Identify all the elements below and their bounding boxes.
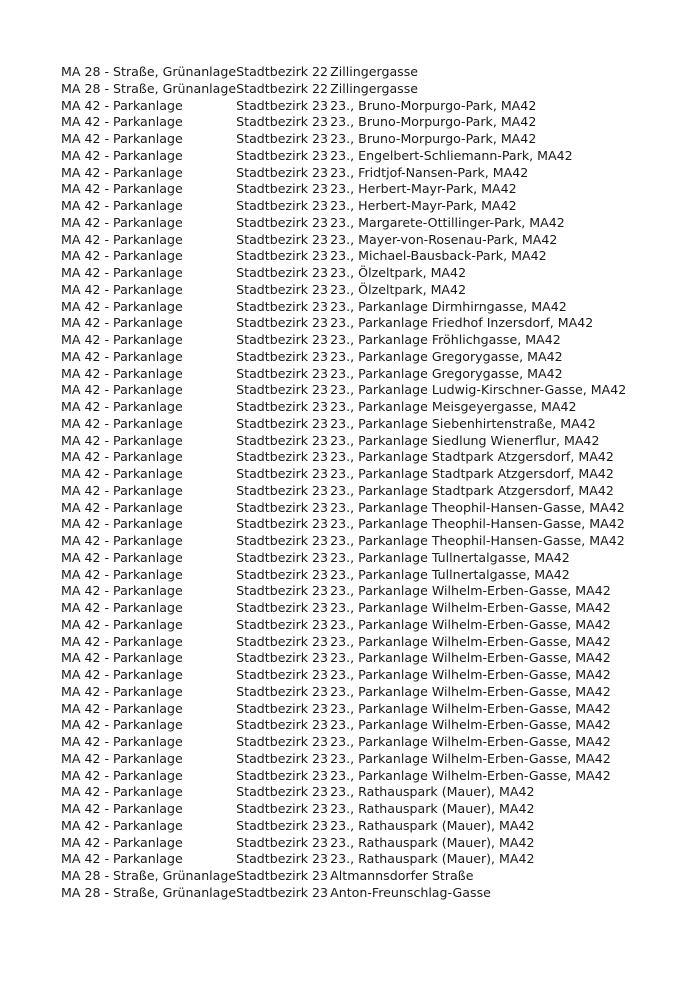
district-cell: Stadtbezirk 23	[236, 348, 329, 364]
district-cell: Stadtbezirk 23	[236, 767, 329, 783]
district-cell: Stadtbezirk 23	[236, 667, 329, 682]
location-cell: 23., Parkanlage Wilhelm-Erben-Gasse, MA42	[330, 667, 611, 682]
department-cell: MA 42 - Parkanlage	[61, 533, 183, 548]
table-row	[61, 64, 626, 81]
table-row	[61, 265, 626, 282]
table-row	[61, 885, 626, 902]
location-cell: 23., Parkanlage Wilhelm-Erben-Gasse, MA42	[330, 767, 611, 783]
location-cell: 23., Rathauspark (Mauer), MA42	[330, 851, 535, 867]
location-cell: 23., Parkanlage Stadtpark Atzgersdorf, MA42	[330, 482, 614, 498]
location-cell: 23., Parkanlage Wilhelm-Erben-Gasse, MA42	[330, 583, 611, 599]
district-cell: Stadtbezirk 23	[236, 482, 329, 498]
department-cell: MA 42 - Parkanlage	[61, 616, 183, 632]
table-row	[61, 818, 626, 835]
location-cell: 23., Parkanlage Tullnertalgasse, MA42	[330, 549, 570, 565]
location-cell: Zillingergasse	[330, 80, 419, 96]
district-cell: Stadtbezirk 23	[236, 466, 329, 481]
location-cell: 23., Parkanlage Meisgeyergasse, MA42	[330, 399, 577, 414]
district-cell: Stadtbezirk 23	[236, 415, 329, 431]
department-cell: MA 42 - Parkanlage	[61, 432, 183, 448]
table-row	[61, 835, 626, 852]
location-cell: 23., Margarete-Ottillinger-Park, MA42	[330, 214, 565, 230]
location-cell: 23., Mayer-von-Rosenau-Park, MA42	[330, 231, 558, 247]
department-cell: MA 42 - Parkanlage	[61, 667, 183, 682]
department-cell: MA 28 - Straße, Grünanlage	[61, 868, 237, 883]
location-cell: 23., Ölzeltpark, MA42	[330, 281, 467, 297]
district-cell: Stadtbezirk 23	[236, 633, 329, 649]
table-row	[61, 567, 626, 584]
table-row	[61, 801, 626, 818]
district-cell: Stadtbezirk 23	[236, 97, 329, 113]
location-cell: 23., Parkanlage Gregorygasse, MA42	[330, 348, 563, 364]
table-row	[61, 114, 626, 131]
location-cell: 23., Parkanlage Wilhelm-Erben-Gasse, MA42	[330, 616, 611, 632]
department-cell: MA 42 - Parkanlage	[61, 516, 183, 532]
district-cell: Stadtbezirk 23	[236, 365, 329, 381]
department-cell: MA 42 - Parkanlage	[61, 147, 183, 163]
district-cell: Stadtbezirk 23	[236, 432, 329, 448]
district-cell: Stadtbezirk 23	[236, 868, 329, 883]
district-cell: Stadtbezirk 23	[236, 717, 329, 733]
department-cell: MA 42 - Parkanlage	[61, 298, 183, 314]
department-cell: MA 42 - Parkanlage	[61, 449, 183, 465]
department-cell: MA 42 - Parkanlage	[61, 650, 183, 666]
location-cell: 23., Rathauspark (Mauer), MA42	[330, 784, 535, 800]
district-cell: Stadtbezirk 23	[236, 114, 329, 130]
department-cell: MA 42 - Parkanlage	[61, 566, 183, 582]
department-cell: MA 42 - Parkanlage	[61, 248, 183, 264]
location-cell: 23., Parkanlage Theophil-Hansen-Gasse, MA42	[330, 516, 625, 532]
table-row	[61, 583, 626, 600]
location-cell: 23., Parkanlage Siedlung Wienerflur, MA42	[330, 432, 600, 448]
district-cell: Stadtbezirk 23	[236, 616, 329, 632]
table-row	[61, 667, 626, 684]
table-row	[61, 248, 626, 265]
district-cell: Stadtbezirk 23	[236, 683, 329, 699]
location-cell: 23., Parkanlage Friedhof Inzersdorf, MA42	[330, 315, 594, 331]
department-cell: MA 42 - Parkanlage	[61, 583, 183, 599]
location-cell: 23., Parkanlage Wilhelm-Erben-Gasse, MA42	[330, 650, 611, 666]
location-cell: 23., Michael-Bausback-Park, MA42	[330, 248, 547, 264]
department-cell: MA 42 - Parkanlage	[61, 265, 183, 280]
table-row	[61, 550, 626, 567]
district-cell: Stadtbezirk 23	[236, 332, 329, 347]
district-cell: Stadtbezirk 23	[236, 834, 329, 850]
table-row	[61, 366, 626, 383]
district-cell: Stadtbezirk 23	[236, 700, 329, 716]
location-cell: 23., Parkanlage Dirmhirngasse, MA42	[330, 298, 567, 314]
department-cell: MA 42 - Parkanlage	[61, 834, 183, 850]
district-cell: Stadtbezirk 23	[236, 315, 329, 331]
district-cell: Stadtbezirk 23	[236, 750, 329, 766]
table-row	[61, 81, 626, 98]
location-cell: 23., Herbert-Mayr-Park, MA42	[330, 181, 517, 197]
department-cell: MA 42 - Parkanlage	[61, 851, 183, 867]
location-cell: 23., Parkanlage Ludwig-Kirschner-Gasse, MA42	[330, 382, 627, 398]
location-cell: 23., Parkanlage Stadtpark Atzgersdorf, MA42	[330, 449, 614, 465]
department-cell: MA 42 - Parkanlage	[61, 214, 183, 230]
location-cell: 23., Rathauspark (Mauer), MA42	[330, 834, 535, 850]
table-row	[61, 483, 626, 500]
table-row	[61, 181, 626, 198]
location-cell: 23., Parkanlage Wilhelm-Erben-Gasse, MA42	[330, 600, 611, 615]
department-cell: MA 42 - Parkanlage	[61, 633, 183, 649]
department-cell: MA 42 - Parkanlage	[61, 683, 183, 699]
district-cell: Stadtbezirk 23	[236, 131, 329, 146]
district-cell: Stadtbezirk 23	[236, 298, 329, 314]
location-cell: Altmannsdorfer Straße	[330, 868, 474, 883]
district-cell: Stadtbezirk 23	[236, 533, 329, 548]
table-row	[61, 533, 626, 550]
table-row	[61, 449, 626, 466]
department-cell: MA 42 - Parkanlage	[61, 332, 183, 347]
table-row	[61, 165, 626, 182]
department-cell: MA 42 - Parkanlage	[61, 734, 183, 749]
district-cell: Stadtbezirk 23	[236, 516, 329, 532]
location-cell: 23., Parkanlage Stadtpark Atzgersdorf, MA42	[330, 466, 614, 481]
table-row	[61, 868, 626, 885]
table-row	[61, 466, 626, 483]
document-page	[61, 64, 691, 902]
department-cell: MA 42 - Parkanlage	[61, 97, 183, 113]
department-cell: MA 42 - Parkanlage	[61, 281, 183, 297]
department-cell: MA 42 - Parkanlage	[61, 801, 183, 816]
district-cell: Stadtbezirk 23	[236, 566, 329, 582]
table-row	[61, 215, 626, 232]
department-cell: MA 42 - Parkanlage	[61, 315, 183, 331]
district-cell: Stadtbezirk 23	[236, 164, 329, 180]
table-row	[61, 382, 626, 399]
district-cell: Stadtbezirk 23	[236, 650, 329, 666]
location-cell: Zillingergasse	[330, 64, 419, 79]
table-row	[61, 701, 626, 718]
department-cell: MA 42 - Parkanlage	[61, 600, 183, 615]
department-cell: MA 42 - Parkanlage	[61, 499, 183, 515]
district-cell: Stadtbezirk 23	[236, 851, 329, 867]
table-row	[61, 851, 626, 868]
location-cell: 23., Bruno-Morpurgo-Park, MA42	[330, 97, 537, 113]
location-cell: 23., Parkanlage Gregorygasse, MA42	[330, 365, 563, 381]
location-cell: 23., Rathauspark (Mauer), MA42	[330, 801, 535, 816]
district-cell: Stadtbezirk 23	[236, 583, 329, 599]
location-cell: 23., Herbert-Mayr-Park, MA42	[330, 198, 517, 213]
department-cell: MA 42 - Parkanlage	[61, 399, 183, 414]
district-cell: Stadtbezirk 23	[236, 784, 329, 800]
district-cell: Stadtbezirk 23	[236, 549, 329, 565]
table-body	[61, 64, 626, 902]
table-row	[61, 684, 626, 701]
location-cell: 23., Parkanlage Wilhelm-Erben-Gasse, MA42	[330, 683, 611, 699]
district-cell: Stadtbezirk 23	[236, 382, 329, 398]
department-cell: MA 42 - Parkanlage	[61, 198, 183, 213]
location-cell: 23., Parkanlage Wilhelm-Erben-Gasse, MA42	[330, 734, 611, 749]
district-cell: Stadtbezirk 23	[236, 181, 329, 197]
district-cell: Stadtbezirk 23	[236, 281, 329, 297]
table-row	[61, 98, 626, 115]
district-cell: Stadtbezirk 23	[236, 449, 329, 465]
district-cell: Stadtbezirk 23	[236, 399, 329, 414]
department-cell: MA 42 - Parkanlage	[61, 114, 183, 130]
table-row	[61, 416, 626, 433]
district-cell: Stadtbezirk 23	[236, 499, 329, 515]
department-cell: MA 42 - Parkanlage	[61, 717, 183, 733]
department-cell: MA 42 - Parkanlage	[61, 365, 183, 381]
district-cell: Stadtbezirk 23	[236, 147, 329, 163]
department-cell: MA 42 - Parkanlage	[61, 415, 183, 431]
location-cell: 23., Engelbert-Schliemann-Park, MA42	[330, 147, 573, 163]
district-cell: Stadtbezirk 23	[236, 884, 329, 900]
department-cell: MA 42 - Parkanlage	[61, 231, 183, 247]
table-row	[61, 751, 626, 768]
table-row	[61, 131, 626, 148]
location-cell: 23., Parkanlage Wilhelm-Erben-Gasse, MA42	[330, 750, 611, 766]
department-cell: MA 42 - Parkanlage	[61, 482, 183, 498]
location-cell: 23., Rathauspark (Mauer), MA42	[330, 817, 535, 833]
district-cell: Stadtbezirk 23	[236, 231, 329, 247]
location-cell: 23., Parkanlage Siebenhirtenstraße, MA42	[330, 415, 596, 431]
department-cell: MA 28 - Straße, Grünanlage	[61, 64, 237, 79]
table-row	[61, 282, 626, 299]
location-cell: 23., Parkanlage Theophil-Hansen-Gasse, MA42	[330, 499, 625, 515]
district-cell: Stadtbezirk 23	[236, 198, 329, 213]
location-cell: 23., Parkanlage Wilhelm-Erben-Gasse, MA42	[330, 717, 611, 733]
district-cell: Stadtbezirk 23	[236, 734, 329, 749]
department-cell: MA 28 - Straße, Grünanlage	[61, 80, 237, 96]
department-cell: MA 42 - Parkanlage	[61, 466, 183, 481]
table-row	[61, 717, 626, 734]
location-cell: 23., Parkanlage Wilhelm-Erben-Gasse, MA42	[330, 700, 611, 716]
table-row	[61, 600, 626, 617]
department-cell: MA 42 - Parkanlage	[61, 700, 183, 716]
district-cell: Stadtbezirk 23	[236, 600, 329, 615]
location-cell: 23., Parkanlage Tullnertalgasse, MA42	[330, 566, 570, 582]
department-cell: MA 42 - Parkanlage	[61, 131, 183, 146]
department-cell: MA 42 - Parkanlage	[61, 767, 183, 783]
district-cell: Stadtbezirk 23	[236, 265, 329, 280]
department-cell: MA 42 - Parkanlage	[61, 750, 183, 766]
district-cell: Stadtbezirk 22	[236, 80, 329, 96]
location-cell: 23., Bruno-Morpurgo-Park, MA42	[330, 131, 537, 146]
table-row	[61, 332, 626, 349]
table-row	[61, 768, 626, 785]
table-row	[61, 315, 626, 332]
department-cell: MA 42 - Parkanlage	[61, 164, 183, 180]
table-row	[61, 650, 626, 667]
table-row	[61, 433, 626, 450]
location-cell: 23., Parkanlage Theophil-Hansen-Gasse, MA42	[330, 533, 625, 548]
district-cell: Stadtbezirk 23	[236, 801, 329, 816]
district-cell: Stadtbezirk 23	[236, 817, 329, 833]
department-cell: MA 42 - Parkanlage	[61, 348, 183, 364]
district-cell: Stadtbezirk 23	[236, 248, 329, 264]
department-cell: MA 28 - Straße, Grünanlage	[61, 884, 237, 900]
district-cell: Stadtbezirk 23	[236, 214, 329, 230]
location-cell: Anton-Freunschlag-Gasse	[330, 884, 491, 900]
table-row	[61, 500, 626, 517]
table-row	[61, 299, 626, 316]
table-row	[61, 617, 626, 634]
table-row	[61, 349, 626, 366]
location-cell: 23., Fridtjof-Nansen-Park, MA42	[330, 164, 529, 180]
department-cell: MA 42 - Parkanlage	[61, 817, 183, 833]
location-cell: 23., Ölzeltpark, MA42	[330, 265, 467, 280]
table-row	[61, 634, 626, 651]
table-row	[61, 148, 626, 165]
location-cell: 23., Parkanlage Fröhlichgasse, MA42	[330, 332, 561, 347]
department-cell: MA 42 - Parkanlage	[61, 784, 183, 800]
department-cell: MA 42 - Parkanlage	[61, 549, 183, 565]
table-row	[61, 516, 626, 533]
table-row	[61, 232, 626, 249]
department-cell: MA 42 - Parkanlage	[61, 382, 183, 398]
location-table	[61, 64, 626, 902]
table-row	[61, 198, 626, 215]
table-row	[61, 734, 626, 751]
table-row	[61, 784, 626, 801]
table-row	[61, 399, 626, 416]
location-cell: 23., Parkanlage Wilhelm-Erben-Gasse, MA42	[330, 633, 611, 649]
district-cell: Stadtbezirk 22	[236, 64, 329, 79]
location-cell: 23., Bruno-Morpurgo-Park, MA42	[330, 114, 537, 130]
department-cell: MA 42 - Parkanlage	[61, 181, 183, 197]
